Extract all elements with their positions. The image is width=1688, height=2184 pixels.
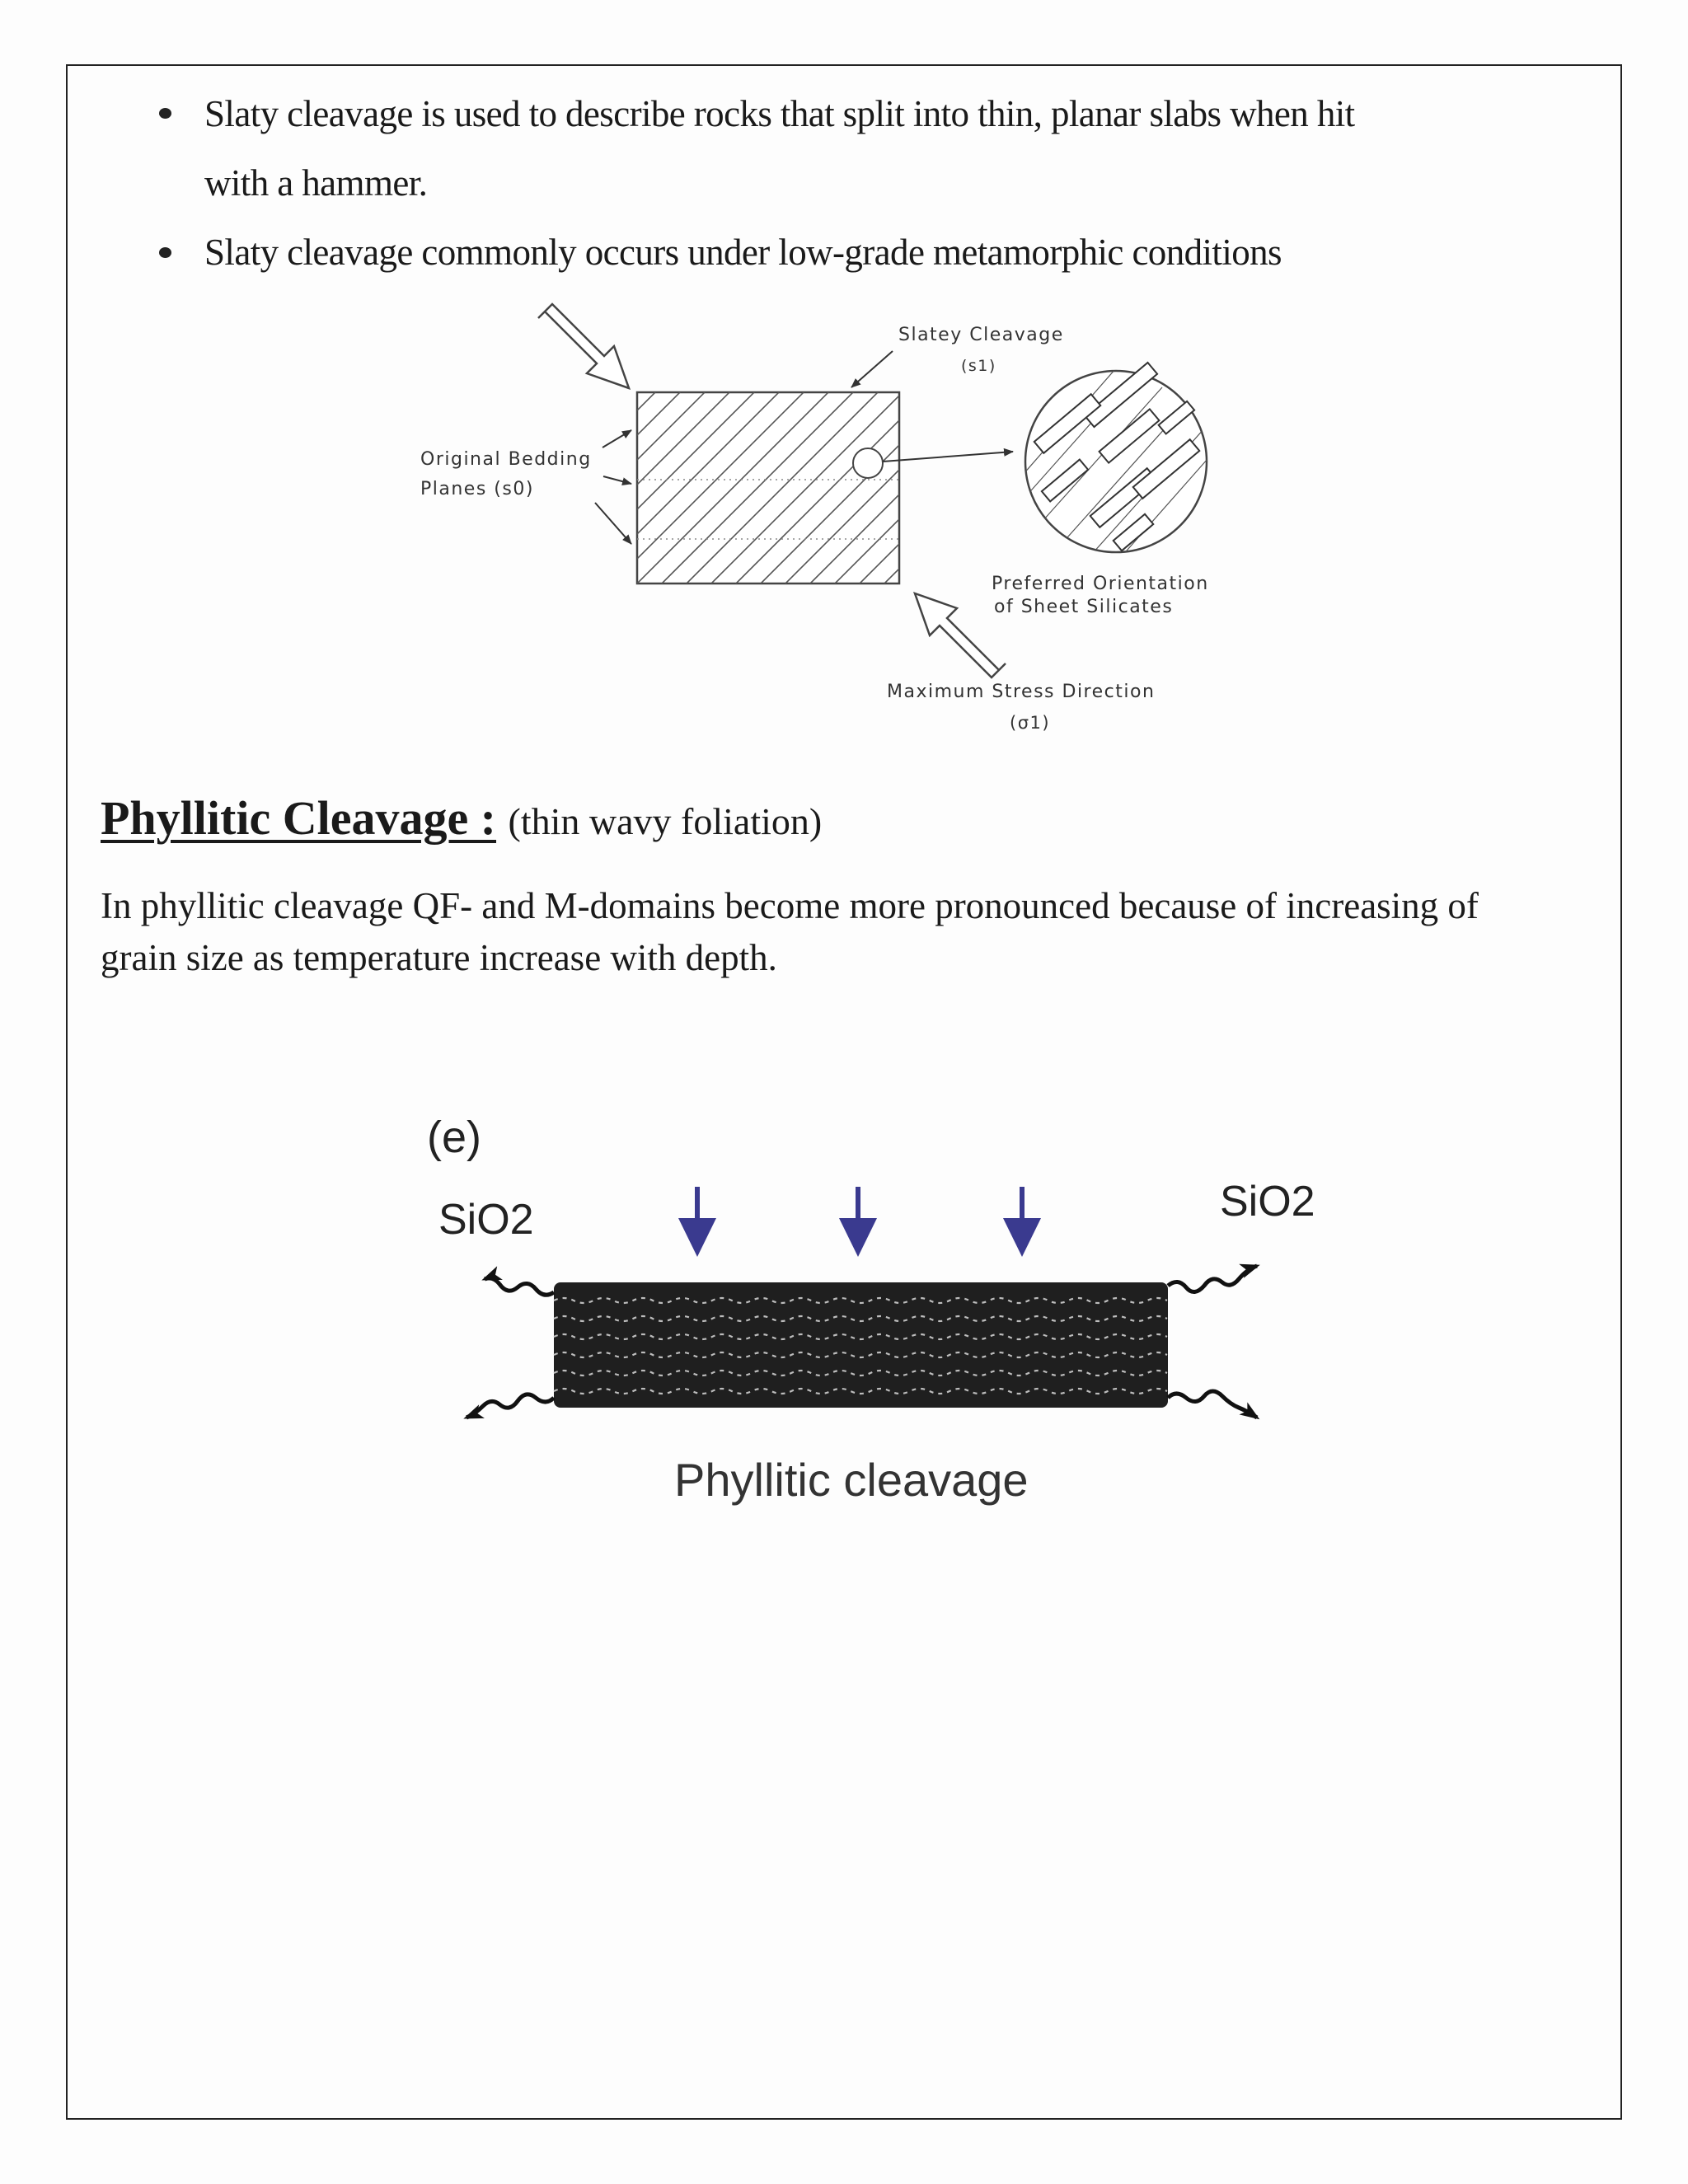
slaty-cleavage-diagram xyxy=(0,0,1688,758)
rock-block xyxy=(464,386,1082,583)
sio2-right-label: SiO2 xyxy=(1220,1178,1315,1226)
bullet-1-line-2: with a hammer. xyxy=(204,162,428,204)
wavy-arrow-icon xyxy=(485,1278,554,1295)
preferred-orientation-line-2: of Sheet Silicates xyxy=(994,597,1174,617)
figure-caption: Phyllitic cleavage xyxy=(674,1454,1029,1506)
compression-arrow-icon xyxy=(839,1187,877,1257)
wavy-arrow-icon xyxy=(1168,1266,1257,1292)
sio2-left-label: SiO2 xyxy=(438,1196,534,1244)
zoom-indicator-circle xyxy=(853,448,883,478)
bullet-2-line-1: Slaty cleavage commonly occurs under low-grade metamorphic conditions xyxy=(204,232,1282,273)
s1-label: (s1) xyxy=(961,357,996,375)
phyllitic-foliation-band xyxy=(554,1282,1168,1408)
heading-subtitle: (thin wavy foliation) xyxy=(508,800,823,842)
phyllitic-cleavage-diagram xyxy=(0,1071,1688,1549)
panel-label: (e) xyxy=(427,1113,481,1162)
bedding-label-line-1: Original Bedding xyxy=(420,449,592,470)
stress-arrow-lower xyxy=(915,593,1006,677)
compression-arrow-icon xyxy=(1003,1187,1041,1257)
preferred-orientation-line-1: Preferred Orientation xyxy=(992,574,1209,594)
compression-arrows xyxy=(678,1187,1041,1257)
body-paragraph: In phyllitic cleavage QF- and M-domains become more pronounced because of increasing of grain size as temperature increase with depth. xyxy=(101,885,1479,978)
bedding-leader-arrow xyxy=(603,430,631,448)
stress-arrow-upper xyxy=(538,304,629,388)
bullet-1-line-1: Slaty cleavage is used to describe rocks that split into thin, planar slabs when hit xyxy=(204,93,1355,134)
sheet-silicates-magnified xyxy=(1006,363,1220,585)
slatey-leader-arrow xyxy=(851,351,893,387)
sigma1-label: (σ1) xyxy=(1010,713,1051,733)
bedding-leader-arrow xyxy=(603,476,631,484)
zoom-arrow xyxy=(883,452,1013,462)
wavy-arrow-icon xyxy=(1168,1391,1257,1418)
section-heading xyxy=(101,790,822,851)
slatey-cleavage-label: Slatey Cleavage xyxy=(898,325,1064,345)
heading-title: Phyllitic Cleavage : xyxy=(101,791,497,845)
max-stress-label: Maximum Stress Direction xyxy=(887,682,1156,702)
bedding-label-line-2: Planes (s0) xyxy=(420,479,534,499)
wavy-arrow-icon xyxy=(467,1394,554,1418)
bedding-leader-arrow xyxy=(595,503,631,544)
compression-arrow-icon xyxy=(678,1187,716,1257)
